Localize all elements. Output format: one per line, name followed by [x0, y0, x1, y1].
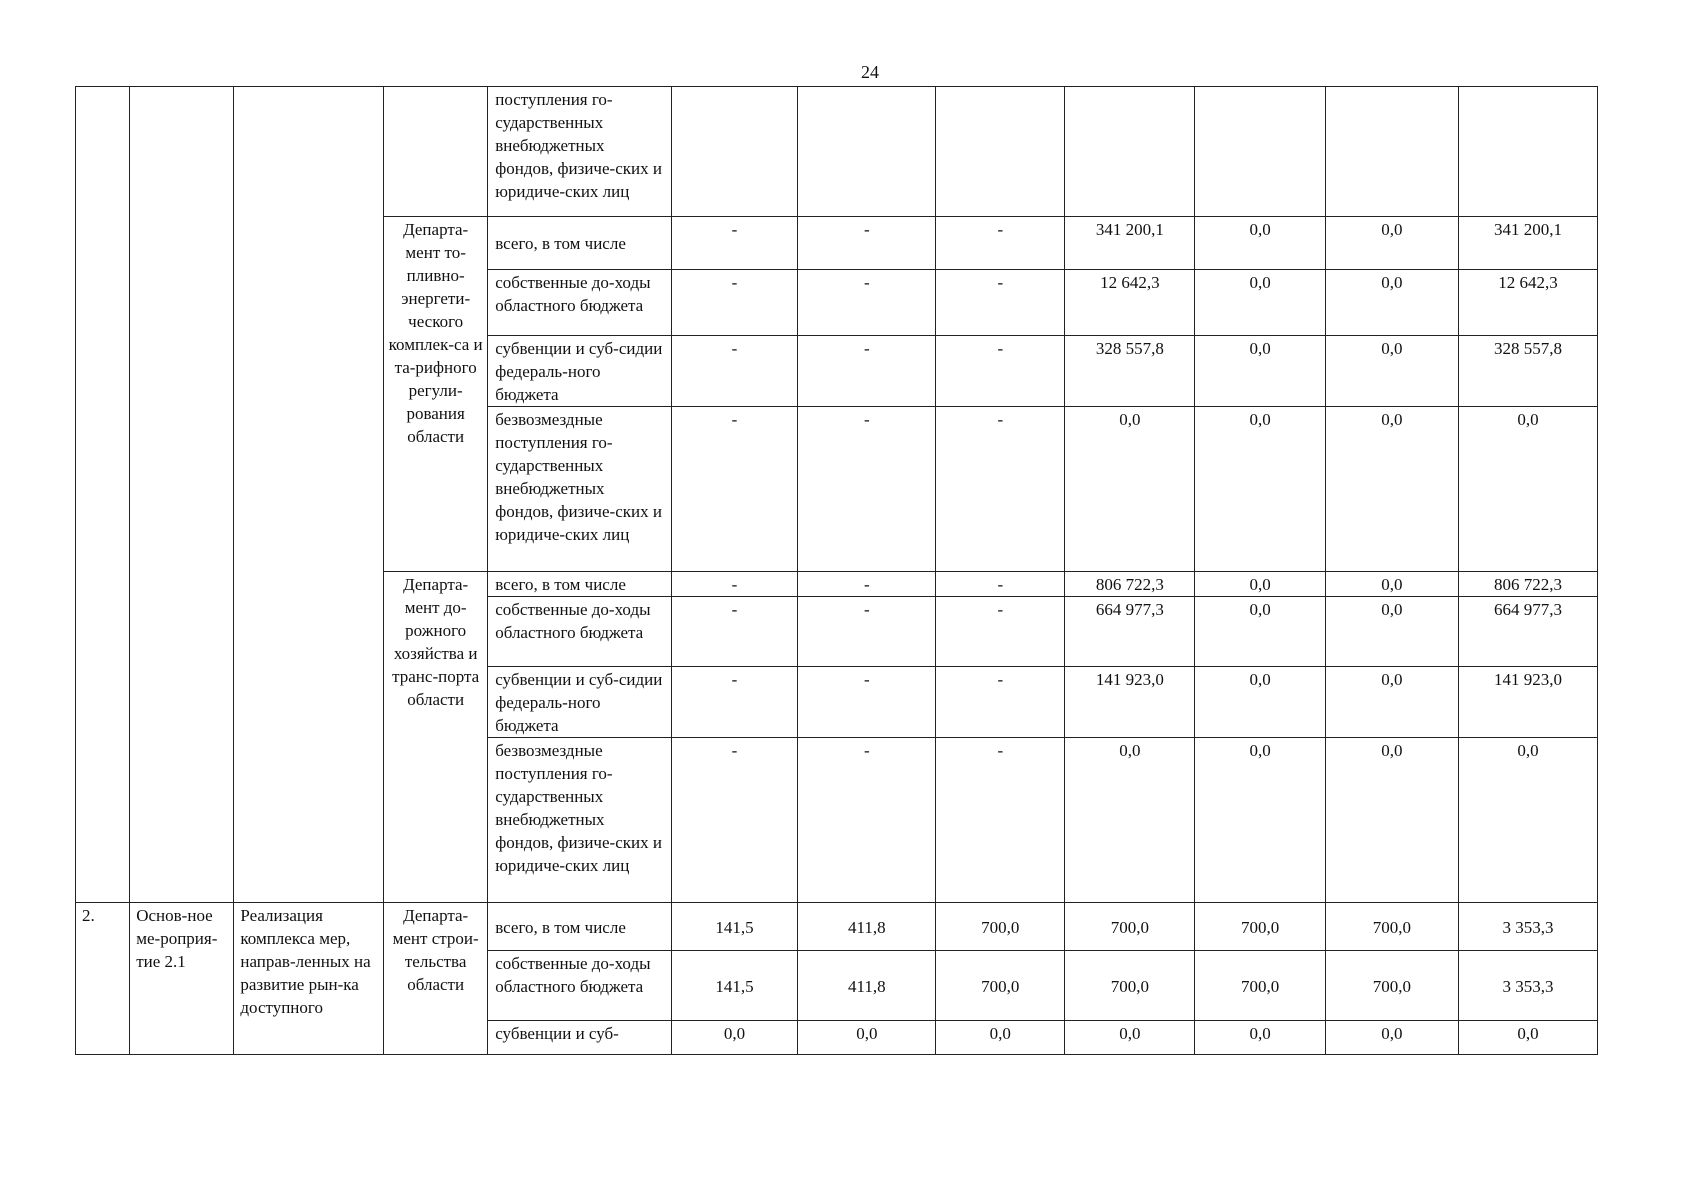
cell-value: 141 923,0	[1065, 667, 1195, 738]
cell-value: 700,0	[936, 903, 1065, 951]
cell-value: 0,0	[1459, 738, 1598, 903]
cell-executor-empty	[384, 87, 488, 217]
cell-source: субвенции и суб-сидии федераль-ного бюджета	[488, 336, 671, 407]
cell-value: 0,0	[1325, 572, 1458, 597]
cell-value: 0,0	[1195, 597, 1325, 667]
cell-value: 12 642,3	[1459, 270, 1598, 336]
cell-value: 700,0	[1325, 903, 1458, 951]
cell-value: 141 923,0	[1459, 667, 1598, 738]
cell-value: -	[671, 572, 798, 597]
cell-source: всего, в том числе	[488, 572, 671, 597]
cell-value: -	[798, 738, 936, 903]
cell-value: -	[798, 270, 936, 336]
cell-value: 12 642,3	[1065, 270, 1195, 336]
cell-executor: Департа-мент до-рожного хозяйства и транс-порта области	[384, 572, 488, 903]
cell-source: всего, в том числе	[488, 903, 671, 951]
cell-value: 0,0	[1195, 1021, 1325, 1055]
cell-value: 0,0	[1065, 1021, 1195, 1055]
cell-source: безвозмездные поступления го-сударственных внебюджетных фондов, физиче-ских и юридиче-ских лиц	[488, 407, 671, 572]
budget-table	[75, 86, 1598, 1055]
cell-value: -	[936, 738, 1065, 903]
cell-value: -	[936, 336, 1065, 407]
cell-value: 0,0	[1065, 738, 1195, 903]
cell-value: 0,0	[1325, 667, 1458, 738]
cell-value: 411,8	[798, 951, 936, 1021]
cell-type: Основ-ное ме-роприя-тие 2.1	[130, 903, 234, 1055]
cell-executor: Департа-мент то-пливно-энергети-ческого комплек-са и та-рифного регули-рования области	[384, 217, 488, 572]
cell-value: -	[671, 597, 798, 667]
cell-value: 0,0	[671, 1021, 798, 1055]
cell-value: -	[798, 597, 936, 667]
cell-value: -	[936, 572, 1065, 597]
cell-value: -	[936, 217, 1065, 270]
cell-value: 700,0	[936, 951, 1065, 1021]
cell-value: 0,0	[1065, 407, 1195, 572]
cell-value: 0,0	[1325, 738, 1458, 903]
cell-value: 341 200,1	[1065, 217, 1195, 270]
cell-source: поступления го-сударственных внебюджетных фондов, физиче-ских и юридиче-ских лиц	[488, 87, 671, 217]
cell-value: -	[671, 336, 798, 407]
cell-value: 0,0	[1325, 1021, 1458, 1055]
cell-value: -	[936, 270, 1065, 336]
cell-value: 0,0	[1459, 1021, 1598, 1055]
cell-value: 0,0	[1195, 572, 1325, 597]
cell-name-empty	[234, 87, 384, 903]
cell-executor: Департа-мент строи-тельства области	[384, 903, 488, 1055]
cell-value: 0,0	[936, 1021, 1065, 1055]
cell-value: 0,0	[1195, 738, 1325, 903]
cell-source: субвенции и суб-сидии федераль-ного бюджета	[488, 667, 671, 738]
cell-value: -	[936, 407, 1065, 572]
cell-name: Реализация комплекса мер, направ-ленных на развитие рын-ка доступного	[234, 903, 384, 1055]
cell-source: собственные до-ходы областного бюджета	[488, 951, 671, 1021]
cell-value: 328 557,8	[1459, 336, 1598, 407]
cell-value: 0,0	[1325, 336, 1458, 407]
cell-value: -	[936, 597, 1065, 667]
cell-value: -	[798, 336, 936, 407]
cell-value: 0,0	[1325, 597, 1458, 667]
page-number: 24	[861, 62, 879, 82]
cell-number-empty	[76, 87, 130, 903]
cell-value: 0,0	[1325, 270, 1458, 336]
cell-value: -	[798, 667, 936, 738]
cell-value: 700,0	[1195, 903, 1325, 951]
table-row	[76, 87, 1598, 217]
cell-value: 0,0	[1195, 217, 1325, 270]
cell-source: собственные до-ходы областного бюджета	[488, 270, 671, 336]
cell-value: 0,0	[798, 1021, 936, 1055]
cell-value: -	[671, 270, 798, 336]
cell-value: 0,0	[1195, 407, 1325, 572]
cell-value: 341 200,1	[1459, 217, 1598, 270]
cell-value: -	[798, 572, 936, 597]
cell-value: 3 353,3	[1459, 951, 1598, 1021]
cell-source: безвозмездные поступления го-сударственных внебюджетных фондов, физиче-ских и юридиче-ских лиц	[488, 738, 671, 903]
cell-value: -	[671, 407, 798, 572]
cell-value: -	[671, 738, 798, 903]
cell-source: всего, в том числе	[488, 217, 671, 270]
cell-value: 0,0	[1195, 270, 1325, 336]
cell-source: субвенции и суб-	[488, 1021, 671, 1055]
cell-value: 328 557,8	[1065, 336, 1195, 407]
table-row	[76, 903, 1598, 951]
cell-value: 806 722,3	[1459, 572, 1598, 597]
cell-value: 806 722,3	[1065, 572, 1195, 597]
cell-value: -	[671, 667, 798, 738]
cell-value: 664 977,3	[1459, 597, 1598, 667]
cell-value: -	[671, 217, 798, 270]
cell-value: 664 977,3	[1065, 597, 1195, 667]
cell-number: 2.	[76, 903, 130, 1055]
cell-value: 700,0	[1065, 951, 1195, 1021]
cell-source: собственные до-ходы областного бюджета	[488, 597, 671, 667]
cell-value: -	[936, 667, 1065, 738]
cell-type-empty	[130, 87, 234, 903]
cell-value: -	[798, 217, 936, 270]
cell-value: 141,5	[671, 951, 798, 1021]
cell-value: 700,0	[1325, 951, 1458, 1021]
cell-value: 700,0	[1065, 903, 1195, 951]
cell-value: -	[798, 407, 936, 572]
cell-value: 0,0	[1195, 667, 1325, 738]
cell-value: 411,8	[798, 903, 936, 951]
cell-value: 0,0	[1325, 217, 1458, 270]
cell-value: 3 353,3	[1459, 903, 1598, 951]
cell-value: 0,0	[1195, 336, 1325, 407]
cell-value: 700,0	[1195, 951, 1325, 1021]
cell-value: 0,0	[1325, 407, 1458, 572]
cell-value: 141,5	[671, 903, 798, 951]
cell-value: 0,0	[1459, 407, 1598, 572]
